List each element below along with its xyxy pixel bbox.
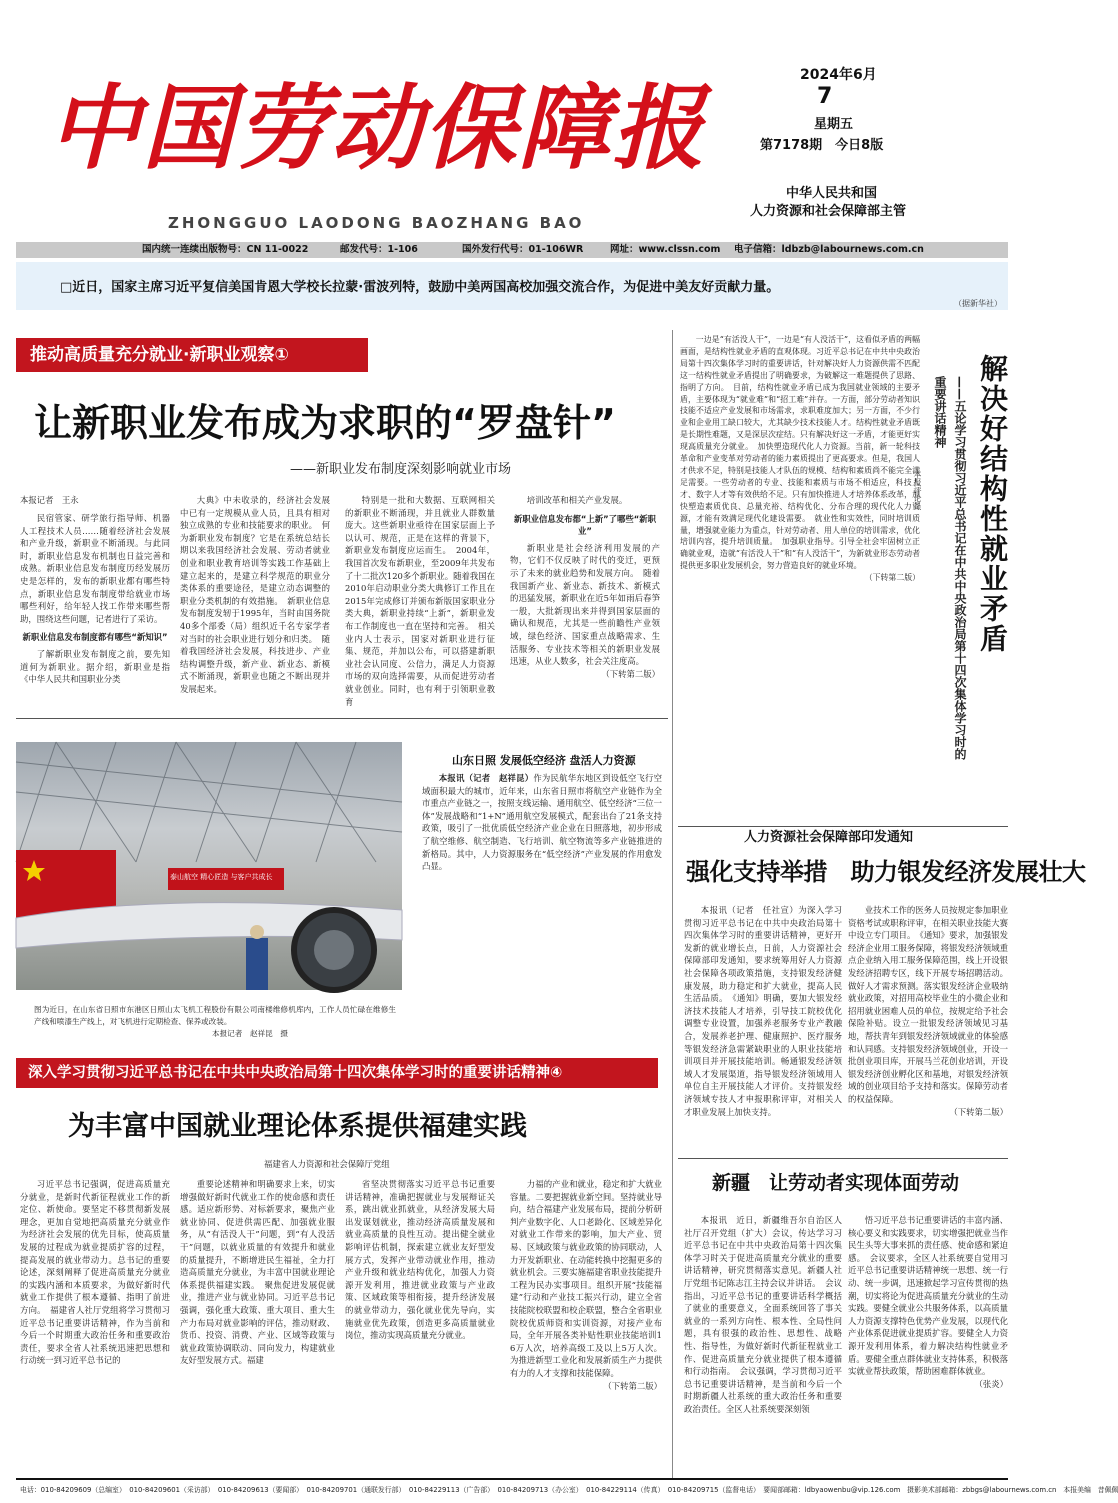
article5-col2-text: 业技术工作的医务人员按规定参加职业资格考试或职称评审，在相关职业技能大赛中设立专门项目。 《通知》要求，加强银发经济企业用工服务保障，将银发经济领域重点企业纳入用工服务保障范围，线上开设银发经济招聘专区，线下开展专场招聘活动。做好人才需求预测。落实银发经济企业吸纳就业政策，对招用高校毕业生的小微企业和招用就业困难人员的单位，按规定给予社会保险补贴。设立一批银发经济领域见习基地，帮扶青年到银发经济领域就业的体验感和认同感。支持银发经济领域创业，开设一批创业项目库，开展马兰花创业培训，开设银发经济创业孵化区和基地，对银发经济领域的创业项目给予支持和落实。保障劳动者的权益保障。	[848, 905, 1008, 1104]
article6-end: （张炎）	[974, 1378, 1008, 1389]
article5-col1	[684, 904, 842, 1154]
article1-col2-text: 大典》中未收录的，经济社会发展中已有一定规模从业人员，且具有相对独立成熟的专业和技能要求的职业。 何为新职业发布制度？它是在系统总结长期以来我国经济社会发展、劳动者就业创业和职业教育培训等实践工作基础上建立起来的，是建立科学规范的职业分类体系的重要途径，是建立动态调整的职业分类机制的有效措施。 新职业信息发布制度发轫于1995年，当时由国务院40多个部委（局）组织近千名专家学者对当时的社会职业进行划分和归类。 随着我国经济社会发展，科技进步、产业结构调整升级，新产业、新业态、新模式不断涌现，新职业也随之不断出现并发展起来。	[180, 495, 330, 694]
sponsor-line1: 中华人民共和国	[786, 186, 878, 201]
article2-reporter: （记者 赵祥昆）	[464, 773, 534, 783]
article3-col1-text: 习近平总书记强调，促进高质量充分就业，是新时代新征程就业工作的新定位、新使命。要坚定不移贯彻新发展理念，更加自觉地把高质量充分就业作为经济社会发展的优先目标，使高质量发展的过程成为就业提质扩容的过程，提高发展的就业带动力。总书记的重要论述，深刻阐释了促进高质量充分就业的实践内涵和本质要求，为做好新时代就业工作提供了根本遵循、指明了前进方向。 福建省人社厅党组将学习贯彻习近平总书记重要讲话精神，作为当前和今后一个时期重大政治任务和重要政治责任，要求全省人社系统迅速把思想和行动统一到习近平总书记的	[20, 1179, 170, 1366]
issue-weekday: 星期五	[814, 117, 854, 132]
article5-col2	[848, 904, 1008, 1154]
publication-info-bar	[16, 242, 1008, 258]
email[interactable]: 电子信箱：ldbzb@labournews.com.cn	[734, 244, 924, 255]
article1-subtitle: ——新职业发布制度深刻影响就业市场	[290, 462, 512, 477]
article2-body	[422, 772, 662, 896]
divider-vertical-main	[672, 330, 673, 1480]
hangar-sign: 泰山航空 精心匠造 与客户共成长	[170, 873, 273, 881]
article5-title: 强化支持举措 助力银发经济发展壮大	[686, 858, 1086, 886]
article1-byline: 本报记者 王永	[20, 495, 79, 505]
article3-col4	[510, 1178, 662, 1466]
article6-col2	[848, 1214, 1008, 1470]
footer-rule	[16, 1478, 1008, 1480]
postal-code: 邮发代号：1-106	[340, 244, 418, 255]
article3-title: 为丰富中国就业理论体系提供福建实践	[68, 1111, 527, 1142]
article4-subtitle: ——五论学习贯彻习近平总书记在中共中央政治局第十四次集体学习时的重要讲话精神	[933, 376, 967, 760]
sponsor-line2: 人力资源和社会保障部主管	[750, 204, 907, 219]
article2-text: 作为民航华东地区到设低空飞行空域面积最大的城市，近年来，山东省日照市将航空产业链作为全市重点产业链之一，按照支线运输、通用航空、低空经济“三位一体”发展战略和“1+N”通用航空发展模式，配套出台了21条支持政策，吸引了一批优质低空经济产业企业在日照落地，初步形成了航空维修、航空制造、飞行培训、航空物流等多产业链推进的新格局。其中，人力资源服务在“低空经济”产业发展的作用愈发凸显。	[422, 773, 663, 872]
photo-credit: 本报记者 赵祥昆 摄	[212, 1029, 288, 1038]
photo-caption: 图为近日，在山东省日照市东港区日照山太飞机工程股份有限公司南楼维修机库内，工作人员忙碌在维修生产线和喷漆生产线上，对飞机进行定期检查、保养或改装。	[34, 1005, 396, 1026]
article1-col1b-text: 了解新职业发布制度之前，要先知道何为新职业。据介绍，新职业是指《中华人民共和国职业分类	[20, 648, 170, 685]
article3-col4-text: 力福的产业和就业，稳定和扩大就业容量。二要把握就业新空间。坚持就业导向，结合福建产业发展布局，提前分析研判产业数字化、人口老龄化、区域差异化对就业工作带来的影响，加大产业、贸易、区域政策与就业政策的协同联动，人力开发新职业、在动能转换中挖掘更多的就业机会。三要实施福建省职业技能提升工程为民办实事项目。组织开展“技能福建”行动和产业技工振兴行动，建立全省技能院校联盟和校企联盟，整合全省职业院校优质师资和实训资源，对接产业布局，全年开展各类补贴性职业技能培训16万人次，培养高级工及以上5万人次。为推进新型工业化和发展新质生产力提供有力的人才支撑和技能保障。	[510, 1179, 662, 1378]
article1-title: 让新职业发布成为求职的“罗盘针”	[34, 401, 616, 445]
news-banner	[16, 262, 1008, 310]
article5-continued: （下转第二版）	[949, 1106, 1008, 1117]
overseas-code: 国外发行代号：01-106WR	[462, 244, 584, 255]
masthead-title: 中国劳动保障报	[48, 74, 707, 182]
article3-author: 福建省人力资源和社会保障厅党组	[264, 1159, 390, 1169]
article3-col1	[20, 1178, 170, 1466]
divider-right-2	[678, 1158, 1008, 1159]
article1-col2	[180, 494, 330, 708]
article2-title: 山东日照 发展低空经济 盘活人力资源	[452, 754, 636, 767]
article4-continued: （下转第二版）	[864, 573, 920, 583]
series-label-study: 深入学习贯彻习近平总书记在中共中央政治局第十四次集体学习时的重要讲话精神④	[16, 1058, 658, 1088]
website[interactable]: 网址：www.clssn.com	[610, 244, 721, 255]
article4-byline: 本报评论员	[913, 470, 922, 510]
footer-contacts: 电话：010-84209609（总编室） 010-84209601（采访部） 010-84209613（要闻部） 010-84209701（通联发行部） 010-84229113（广告部） 010-84209713（办公室） 010-84229114（传真） 010-84209715（监督电话） 要闻部邮箱：ldbyaowenbu@vip.126.com 摄影美术部邮箱：zbbgs@labournews.com.cn 本报美编 昔佩佩	[20, 1486, 1118, 1494]
article3-col3	[345, 1178, 495, 1466]
article2-lead: 本报讯	[438, 773, 465, 783]
article1-col3	[345, 494, 495, 708]
article6-title: 新疆 让劳动者实现体面劳动	[712, 1172, 960, 1194]
hangar-photo	[16, 742, 402, 990]
article6-col1	[684, 1214, 842, 1470]
masthead-pinyin: ZHONGGUO LAODONG BAOZHANG BAO	[168, 214, 585, 232]
hangar-roof-icon	[16, 742, 402, 990]
article5-kicker: 人力资源社会保障部印发通知	[744, 830, 914, 845]
banner-text: □近日，国家主席习近平复信美国肯恩大学校长拉蒙·雷波列特，鼓励中美两国高校加强交流合作，为促进中美友好贡献力量。	[60, 280, 780, 295]
banner-source: （据新华社）	[954, 299, 1002, 308]
article4-body	[680, 334, 920, 778]
series-label-new-occupation: 推动高质量充分就业·新职业观察①	[16, 338, 368, 372]
divider-mid	[16, 718, 668, 719]
article3-col2-text: 重要论述精神和明确要求上来，切实增强做好新时代就业工作的使命感和责任感。适应新形势、对标新要求，聚焦产业就业协同、促进供需匹配、加强就业服务，从“有活没人干”问题，到“有人没活干”问题，以就业质量的有效提升和就业的质量提升，不断增进民生福祉，全力打造高质量充分就业，为丰富中国就业理论体系提供福建实践。 聚焦促进发展促就业，推进产业与就业协同。习近平总书记强调，强化重大政策、重大项目、重大生产力布局对就业影响的评估，推动财政、货币、投资、消费、产业、区域等政策与就业政策协调联动、同向发力，构建就业友好型发展方式。福建	[180, 1179, 335, 1366]
article4-title: 解决好结构性就业矛盾	[976, 354, 1009, 654]
article5-col1-text: 本报讯（记者 任社宣）为深入学习贯彻习近平总书记在中共中央政治局第十四次集体学习时的重要讲话精神，更好开发新的就业增长点，日前，人力资源社会保障部印发通知，要求统筹用好人力资源社会保障各项政策措施，支持银发经济健康发展，助力稳定和扩大就业，提高人民生活品质。 《通知》明确，要加大银发经济技术技能人才培养，引导技工院校优化调整专业设置，加强养老服务专业产教融合，发展养老护理、健康照护、医疗服务等银发经济急需紧缺职业的人职业技能培训项目并开展技能培训。畅通银发经济领域人才发展渠道，指导银发经济领域用人单位自主开展技能人才评价。支持银发经济领域专技人才申报职称评审，对相关人才职业发展上加快支持。	[684, 905, 842, 1117]
article1-continued: （下转第二版）	[601, 668, 660, 679]
article1-subhead1: 新职业信息发布制度都有哪些“新知识”	[22, 632, 168, 643]
article4-text: 一边是“有活没人干”，一边是“有人没活干”，这看似矛盾的两幅画面，是结构性就业矛盾的直观体现。习近平总书记在中共中央政治局第十四次集体学习时的重要讲话，针对解决好人力资源供需不匹配这一结构性就业矛盾提出了明确要求，为破解这一难题提供了思路、指明了方向。 目前，结构性就业矛盾已成为我国就业领域的主要矛盾，主要体现为“就业难”和“招工难”并存。一方面，部分劳动者知识技能不适应产业发展和市场需求，求职难度加大；另一方面，不少行业和企业用工缺口较大，尤其缺少技术技能人才。结构性就业矛盾既是长期性难题，又是深层次症结。只有解决好这一矛盾，才能更好实现高质量充分就业。 加快塑造现代化人力资源。当前，新一轮科技革命和产业变革对劳动者的能力素质提出了更高要求。但是，我国人才供求不足，特别是技能人才队伍的规模、结构和素质尚不能完全满足需要。一些劳动者的专业、技能和素质与市场不相适应，科技人才、数字人才等有效供给不足。只有加快推进人才培养体系改革，加快塑造素质优良、总量充裕、结构优化、分布合理的现代化人力资源，才能有效满足现代化建设需要。 就业性和实效性，同时培训质量，增强就业能力为重点，针对劳动者、用人单位的培训需求，优化培训内容，提升培训质量。 加强职业指导。引导全社会牢固树立正确就业观，造就“有活没人干”和“有人没活干”，为新就业形态劳动者提供更多职业发展机会，努力营造良好的就业环境。	[680, 335, 920, 571]
article1-col4-text: 培训改革和相关产业发展。	[526, 495, 628, 505]
article1-col4b-text: 新职业是社会经济利用发展的产物，它们不仅反映了时代的变迁，更预示了未来的就业趋势和发展方向。 随着我国新产业、新业态、新技术、新模式的迅猛发展，新职业在近5年如雨后春笋一般，大批新现出来并得到国家层面的确认和规范，尤其是一些前瞻性产业领域，绿色经济、国家重点战略需求、生活服务、专业技术等相关的新职业发展迅速，从业人数多，社会关注度高。	[510, 542, 660, 667]
cn-number: 国内统一连续出版物号：CN 11-0022	[142, 244, 309, 255]
issue-day: 7	[817, 84, 833, 109]
article1-col3-text: 特别是一批和大数据、互联网相关的新职业不断涌现，并且就业人群数量庞大。这些新职业亟待在国家层面上予以认可、规范，正是在这样的背景下，新职业发布制度应运而生。 2004年，我国首次发布新职业，至2009年共发布了十二批次120多个新职业。随着我国在2010年启动职业分类大典修订工作且在2015年完成修订并颁布新版国家职业分类大典，新职业持续“上新”，新职业发布工作制度也一直在坚持和完善。 相关业内人士表示，国家对新职业进行征集、规范，并加以公布，可以搭建新职业社会认同度、公信力，满足人力资源市场的双向选择需要，从而促进劳动者就业创业。同时，也有利于引领职业教育	[345, 495, 495, 707]
article1-col1-text: 民宿管家、研学旅行指导师、机器人工程技术人员……随着经济社会发展和产业升级，新职业不断涌现。与此同时，新职业信息发布机制也日益完善和成熟。新职业信息发布制度历经发展历史是怎样的，发布的新职业都有哪些特点，新职业信息发布制度带给就业市场哪些利好，给年轻人找工作带来哪些帮助，围绕这些问题，记者进行了采访。	[20, 513, 170, 624]
article1-subhead2: 新职业信息发布都“上新”了哪些“新职业”	[513, 513, 657, 537]
issue-date-ym: 2024年6月	[800, 67, 877, 83]
issue-number: 第7178期 今日8版	[760, 138, 884, 153]
article1-col4	[510, 494, 660, 708]
article3-continued: （下转第二版）	[603, 1380, 662, 1391]
article6-col1-text: 本报讯 近日，新疆维吾尔自治区人社厅召开党组（扩大）会议，传达学习习近平总书记在中共中央政治局第十四次集体学习时关于促进高质量充分就业的重要讲话精神，研究贯彻落实意见。新疆人社厅党组书记陈志江主持会议并讲话。 会议指出，习近平总书记的重要讲话科学概括了就业的重要意义，全面系统回答了事关就业的一系列方向性、根本性、全局性问题，具有很强的政治性、思想性、战略性、指导性，为做好新时代新征程就业工作、促进高质量充分就业提供了根本遵循和行动指南。 会议强调，学习贯彻习近平总书记重要讲话精神，是当前和今后一个时期新疆人社系统的重大政治任务和重要政治责任。全区人社系统要深刻领	[684, 1215, 842, 1414]
article3-col2	[180, 1178, 335, 1466]
article3-col3-text: 省坚决贯彻落实习近平总书记重要讲话精神，准确把握就业与发展辩证关系，跳出就业抓就业，从经济发展大局出发谋划就业，推动经济高质量发展和就业高质量的良性互动。提出健全就业影响评估机制，探索建立就业友好型发展方式，发挥产业带动就业作用，推动产业升级和就业结构优化，加强人力资源开发利用，推进就业政策与产业政策、区域政策等相衔接，提升经济发展的就业带动力，强化就业优先导向，实施就业优先政策，创造更多高质量就业岗位，推动实现高质量充分就业。	[345, 1179, 495, 1341]
article1-col1	[20, 512, 170, 708]
masthead	[0, 0, 1024, 240]
article6-col2-text: 悟习近平总书记重要讲话的丰富内涵、核心要义和实践要求，切实增强把就业当作民生头等大事来抓的责任感、使命感和紧迫感。 会议要求，全区人社系统要自觉用习近平总书记重要讲话精神统一思想、统一行动、统一步调，迅速掀起学习宣传贯彻的热潮，切实将论为促进高质量充分就业的生动实践。要健全就业公共服务体系，以高质量人力资源支撑特色优势产业发展，以现代化产业体系促进就业提质扩容。要健全人力资源开发利用体系，着力解决结构性就业矛盾。要健全重点群体就业支持体系，积极落实就业帮扶政策，帮助困难群体就业。	[848, 1215, 1008, 1377]
